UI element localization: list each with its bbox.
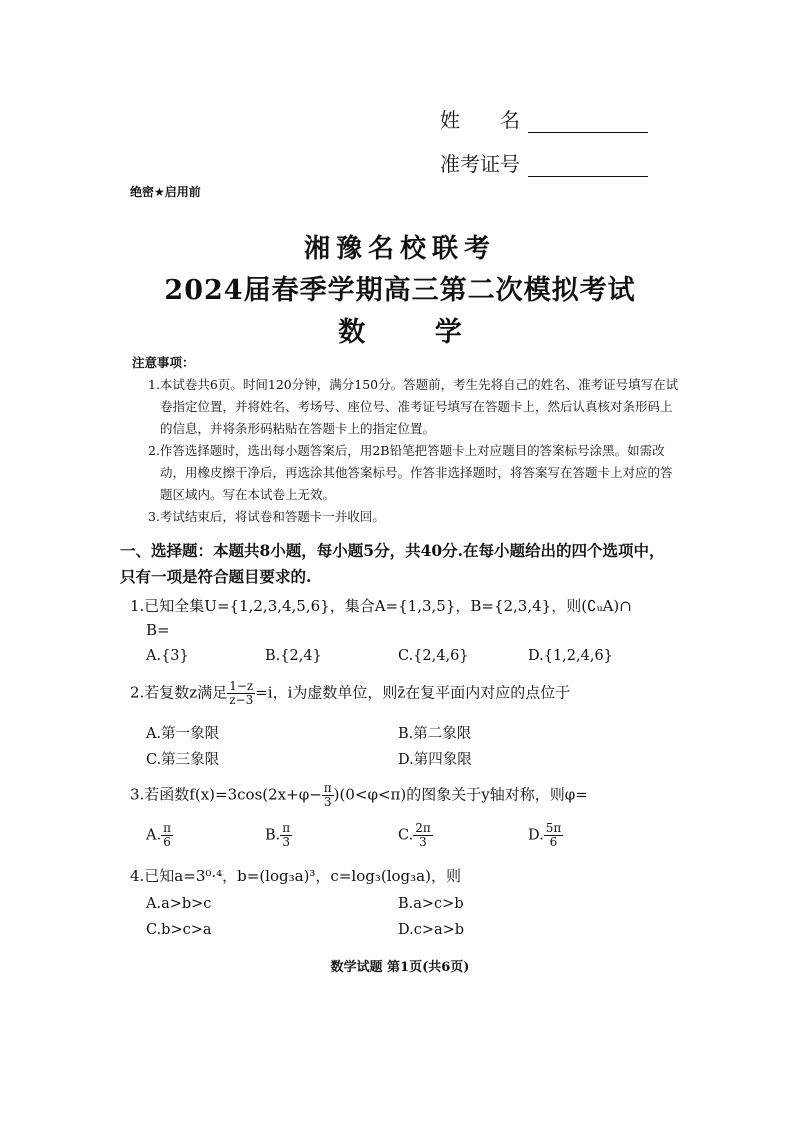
q1-option-b[interactable]: B.{2,4}: [265, 648, 322, 664]
q3-option-b-letter: B.: [265, 827, 281, 844]
q4-option-d[interactable]: D.c>a>b: [398, 922, 465, 938]
q4-option-a[interactable]: A.a>b>c: [146, 896, 212, 912]
q3-option-c-fraction: [413, 822, 433, 849]
question-1: [130, 594, 690, 642]
exam-title-line2: 2024届春季学期高三第二次模拟考试: [164, 275, 636, 306]
q3-option-a[interactable]: [146, 822, 173, 849]
q2-option-d[interactable]: D.第四象限: [398, 752, 472, 768]
q2-option-b[interactable]: B.第二象限: [398, 726, 472, 742]
note-item-2: 2.作答选择题时，选出每小题答案后，用2B铅笔把答题卡上对应题目的答案标号涂黑。如需改动，用橡皮擦干净后，再选涂其他答案标号。作答非选择题时，将答案写在答题卡上对应的答题区域内。写在本试卷上无效。: [148, 443, 673, 502]
q3-option-b-den: 3: [282, 835, 291, 849]
question-2-frac-num: 1−z: [229, 679, 254, 693]
q3-option-a-letter: A.: [146, 827, 162, 844]
question-2: [130, 680, 710, 707]
q3-option-a-num: π: [163, 821, 171, 835]
name-field[interactable]: [440, 104, 648, 133]
name-label: 姓 名: [440, 108, 520, 132]
q4-option-c[interactable]: C.b>c>a: [146, 922, 212, 938]
question-3: [130, 782, 710, 809]
note-item-3: 3.考试结束后，将试卷和答题卡一并收回。: [148, 509, 385, 524]
exam-id-label: 准考证号: [440, 152, 520, 176]
q3-option-d-den: 6: [549, 835, 558, 849]
q3-option-d-letter: D.: [528, 827, 544, 844]
q3-option-a-den: 6: [163, 835, 171, 849]
question-2-fraction: [227, 680, 255, 707]
q3-option-c[interactable]: [398, 822, 433, 849]
question-2-stem-a: 2.若复数z满足: [130, 683, 228, 702]
exam-id-input-line[interactable]: [528, 158, 648, 177]
question-3-stem-b: )(0<φ<π)的图象关于y轴对称，则φ=: [333, 785, 588, 804]
q1-option-d[interactable]: D.{1,2,4,6}: [528, 648, 613, 664]
exam-id-field[interactable]: [440, 148, 648, 177]
q3-option-b[interactable]: [265, 822, 292, 849]
q3-option-c-den: 3: [419, 835, 427, 849]
q2-option-c[interactable]: C.第三象限: [146, 752, 220, 768]
q3-option-d-num: 5π: [545, 821, 562, 835]
note-item-1: 1.本试卷共6页。时间120分钟，满分150分。答题前，考生先将自己的姓名、准考证号填写在试卷指定位置，并将姓名、考场号、座位号、准考证号填写在答题卡上，然后认真核对条形码上的信息，并将条形码粘贴在答题卡上的指定位置。: [148, 377, 679, 436]
exam-title-line1: 湘豫名校联考: [303, 234, 496, 264]
q3-option-b-fraction: [280, 822, 292, 849]
name-input-line[interactable]: [528, 114, 648, 133]
q2-option-a[interactable]: A.第一象限: [146, 726, 220, 742]
page-footer: 数学试题 第1页(共6页): [330, 960, 470, 975]
q3-option-a-fraction: [161, 822, 173, 849]
q3-option-d[interactable]: [528, 822, 563, 849]
question-3-stem-a: 3.若函数f(x)=3cos(2x+φ−: [130, 785, 322, 804]
question-3-frac-den: 3: [323, 795, 332, 809]
secret-mark: 绝密★启用前: [130, 185, 201, 199]
section-heading: 一、选择题：本题共8小题，每小题5分，共40分.在每小题给出的四个选项中，只有一项是符合题目要求的.: [120, 541, 665, 586]
q3-option-c-num: 2π: [415, 821, 431, 835]
question-2-stem-b: =i，i为虚数单位，则z̄在复平面内对应的点位于: [255, 683, 571, 702]
question-3-frac-num: π: [323, 781, 332, 795]
q1-option-a[interactable]: A.{3}: [146, 648, 189, 664]
subject-title: 数 学: [338, 317, 492, 348]
question-1-stem-cont: B=: [146, 621, 170, 639]
question-2-frac-den: z−3: [229, 693, 254, 707]
q4-option-b[interactable]: B.a>c>b: [398, 896, 464, 912]
notes-heading: 注意事项：: [132, 355, 195, 370]
q1-option-c[interactable]: C.{2,4,6}: [398, 648, 469, 664]
question-1-stem: 1.已知全集U={1,2,3,4,5,6}，集合A={1,3,5}，B={2,3,4}，则(∁ᵤA)∩: [130, 597, 632, 615]
notes-block: [132, 352, 679, 528]
q3-option-c-letter: C.: [398, 827, 414, 844]
q3-option-d-fraction: [544, 822, 564, 849]
q3-option-b-num: π: [282, 821, 291, 835]
question-3-fraction: [322, 782, 334, 809]
question-4: 4.已知a=3⁰·⁴，b=(log₃a)³，c=log₃(log₃a)，则: [130, 867, 461, 885]
